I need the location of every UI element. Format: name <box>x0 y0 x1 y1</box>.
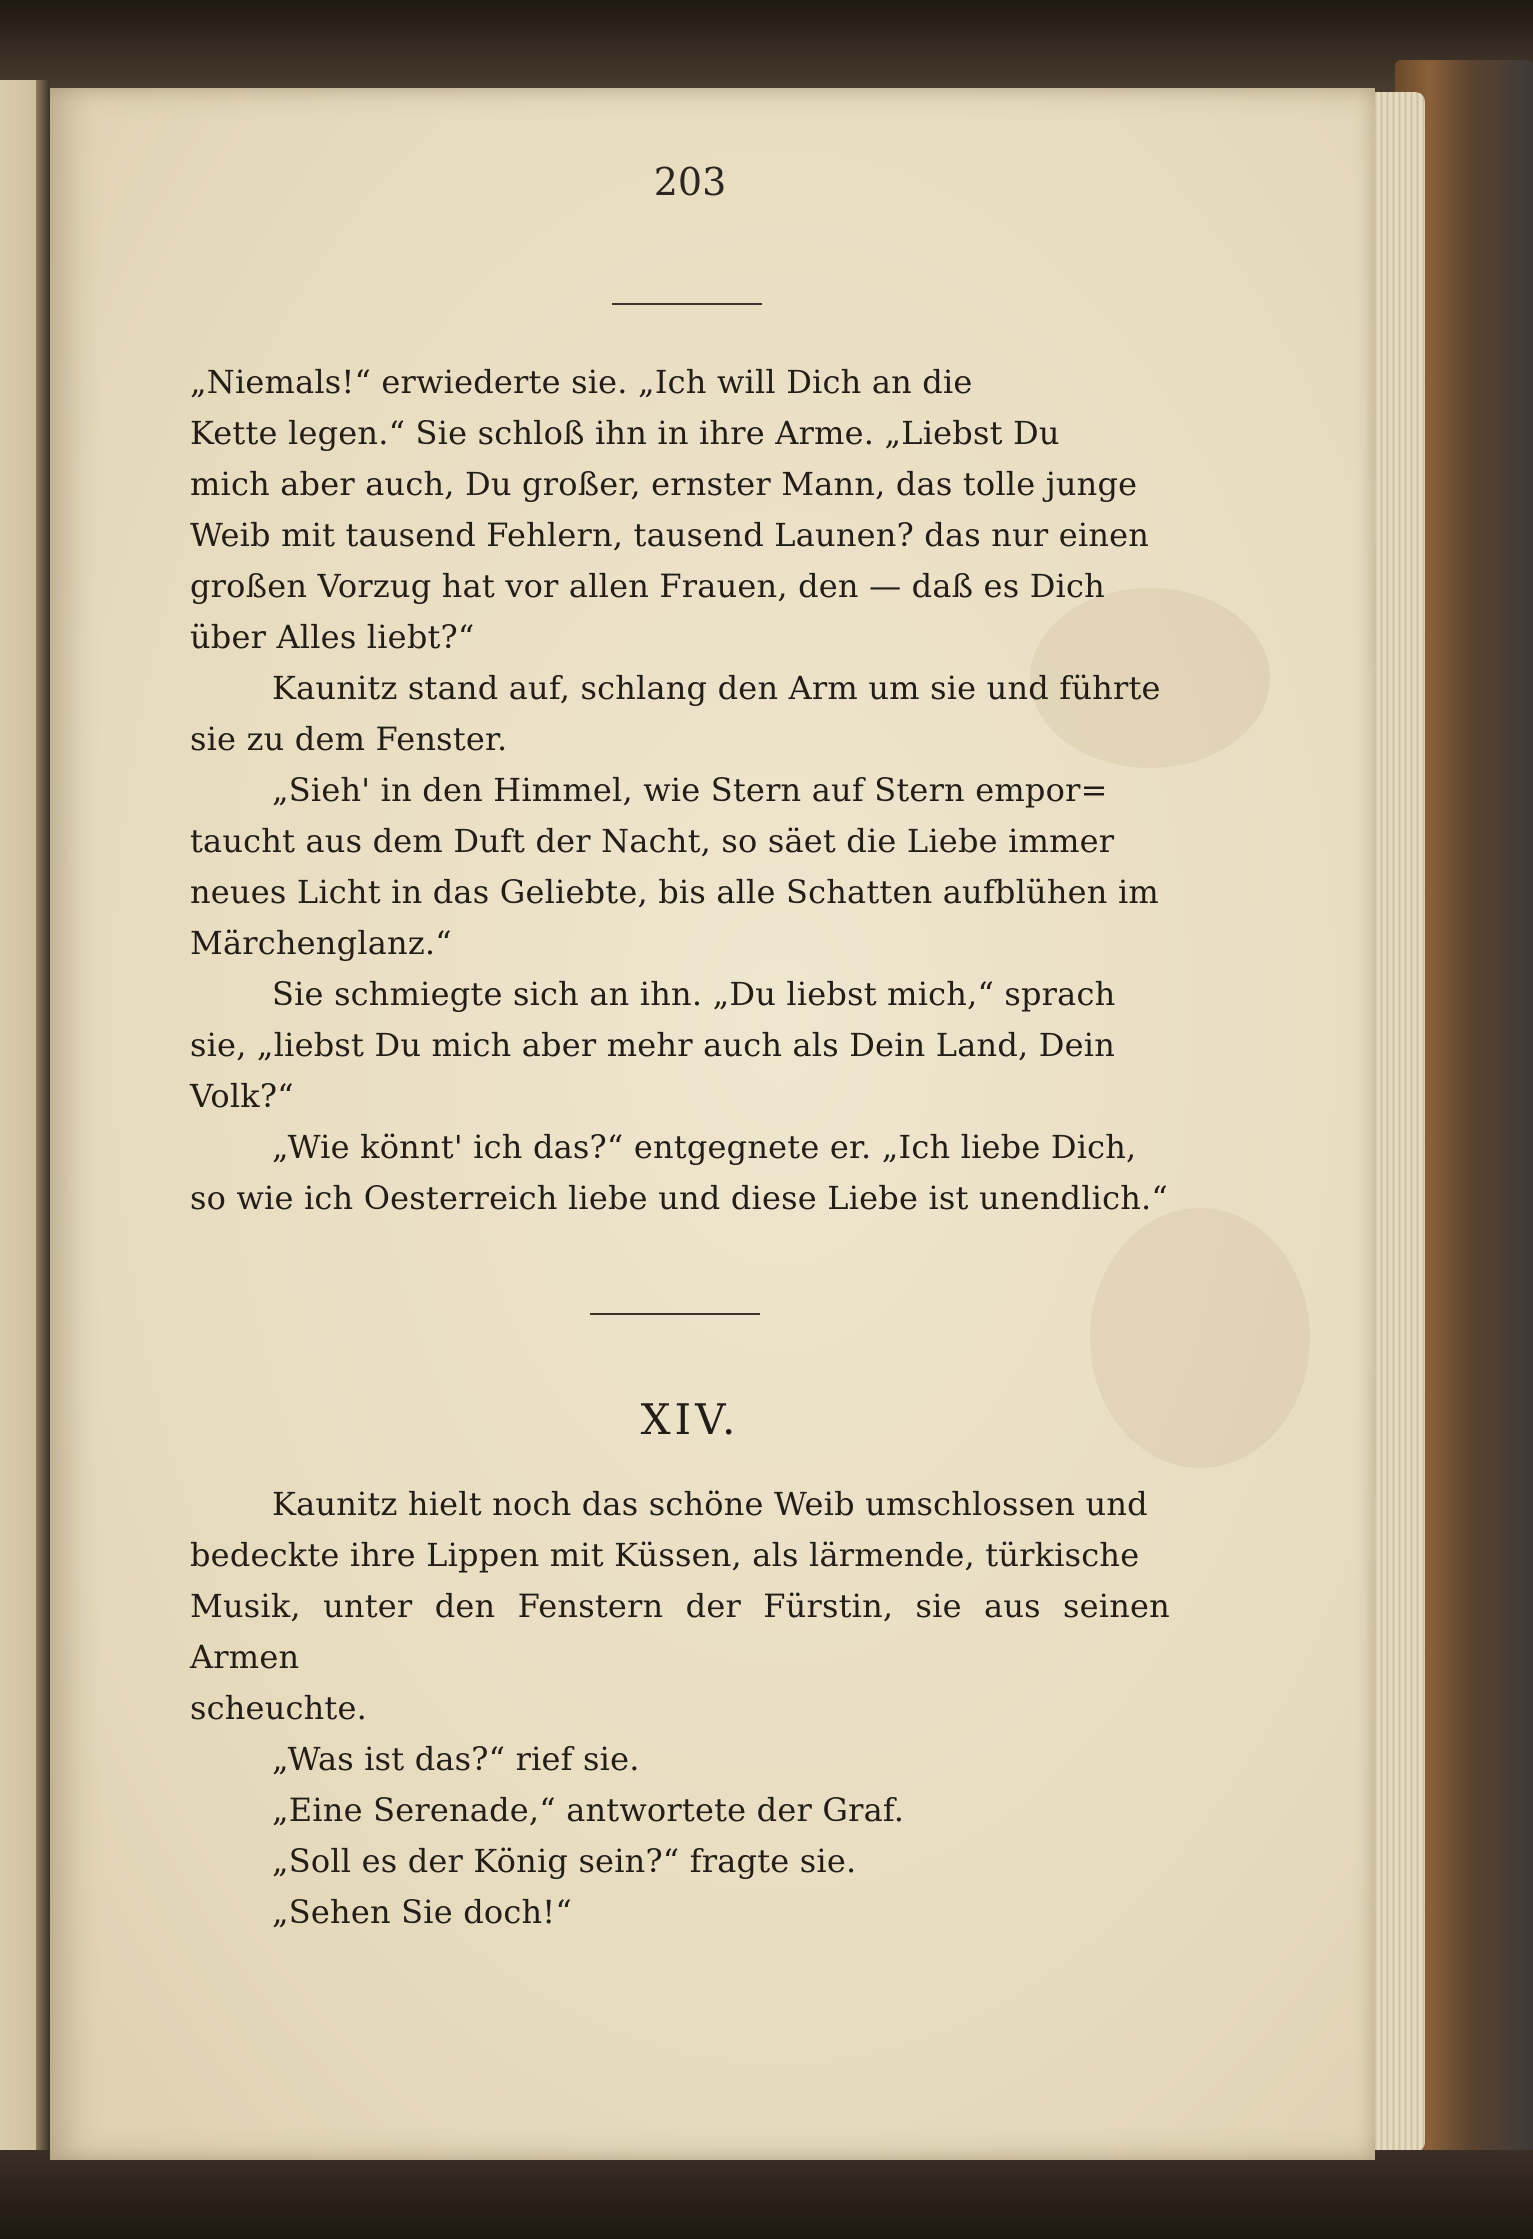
section-divider <box>590 1313 760 1315</box>
chapter-heading: XIV. <box>640 1395 740 1444</box>
paper-stain <box>1090 1208 1310 1468</box>
page-number: 203 <box>653 160 727 204</box>
paragraph: „Wie könnt' ich das?“ entgegnete er. „Ich liebe Dich, so wie ich Oesterreich liebe und diese Liebe ist unendlich.“ <box>190 1128 1168 1217</box>
paragraph: Kaunitz hielt noch das schöne Weib umschlossen und bedeckte ihre Lippen mit Küssen, als lärmende, türkische Musik, unter den Fenstern der Fürstin, sie aus seinen Armen scheuchte. <box>190 1485 1170 1727</box>
binding-top <box>0 0 1533 95</box>
paragraph: Sie schmiegte sich an ihn. „Du liebst mich,“ sprach sie, „liebst Du mich aber mehr auch als Dein Land, Dein Volk?“ <box>190 975 1116 1115</box>
text-block-chapter <box>190 1479 1170 1938</box>
paragraph: „Soll es der König sein?“ fragte sie. <box>272 1842 857 1880</box>
paragraph: „Was ist das?“ rief sie. <box>272 1740 640 1778</box>
text-block-continued <box>190 357 1170 1224</box>
paragraph: „Sehen Sie doch!“ <box>272 1893 572 1931</box>
binding-bottom <box>0 2150 1533 2239</box>
paragraph: „Eine Serenade,“ antwortete der Graf. <box>272 1791 905 1829</box>
facing-page-edge <box>0 80 36 2170</box>
paragraph: Kaunitz stand auf, schlang den Arm um sie und führte sie zu dem Fenster. <box>190 669 1161 758</box>
spine-gutter <box>36 80 50 2170</box>
paragraph: „Sieh' in den Himmel, wie Stern auf Stern empor= taucht aus dem Duft der Nacht, so säet die Liebe immer neues Licht in das Geliebte, bis alle Schatten aufblühen im Märchenglanz.“ <box>190 771 1159 962</box>
paragraph: „Niemals!“ erwiederte sie. „Ich will Dich an die Kette legen.“ Sie schloß ihn in ihre Arme. „Liebst Du mich aber auch, Du großer, ernster Mann, das tolle junge Weib mit tausend Fehlern, tausend Launen? das nur einen großen Vorzug hat vor allen Frauen, den — daß es Dich über Alles liebt?“ <box>190 363 1150 656</box>
header-rule <box>612 303 762 305</box>
